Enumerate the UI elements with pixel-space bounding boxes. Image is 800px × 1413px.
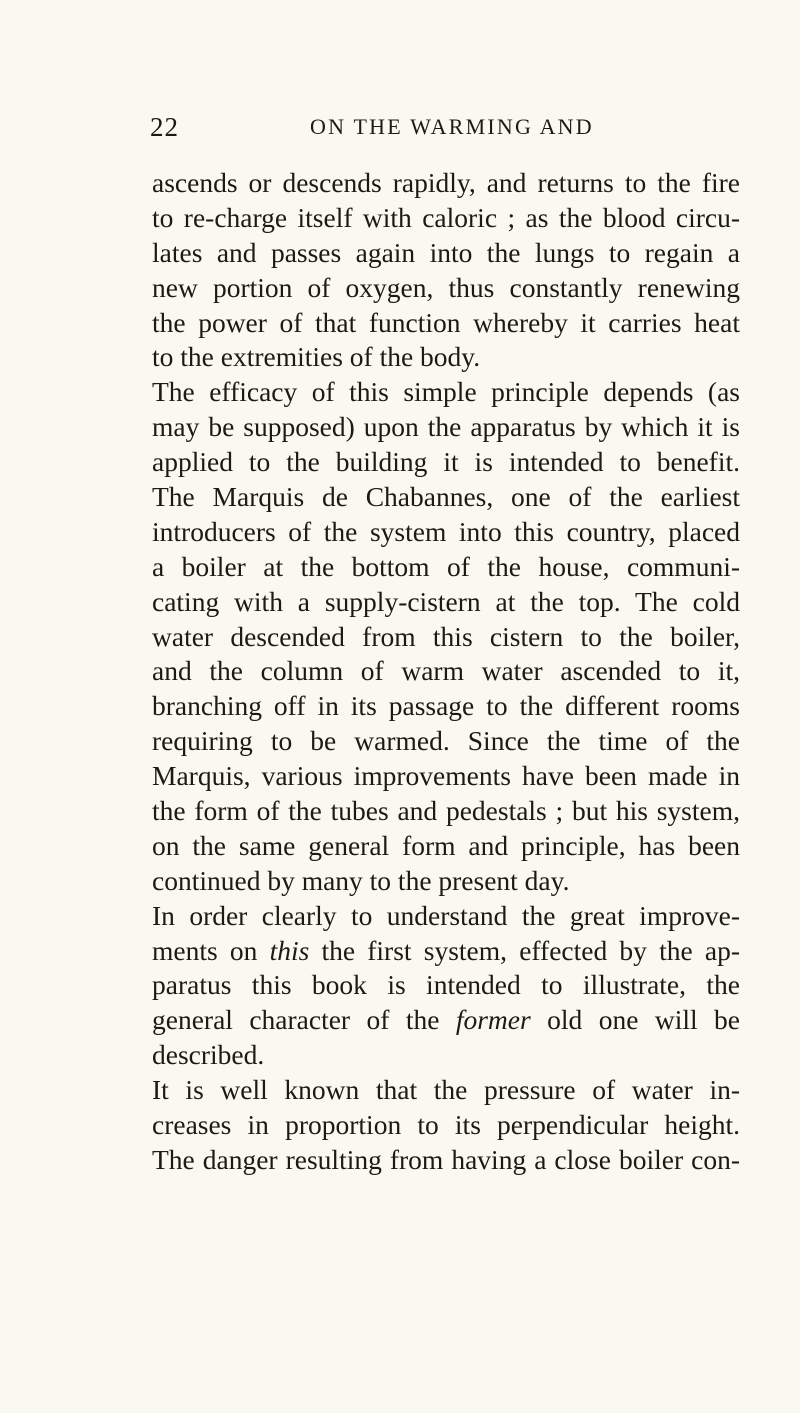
body-text — [152, 166, 740, 1178]
page-number: 22 — [150, 112, 179, 142]
text-line — [152, 585, 740, 620]
text-line — [152, 968, 740, 1003]
text-run: the power of that function whereby it carries heat — [152, 306, 740, 338]
text-run: a boiler at the bottom of the house, communi- — [152, 550, 740, 582]
text-run: Marquis, various improvements have been made in — [152, 760, 740, 792]
text-run: In order clearly to understand the great improve- — [152, 899, 740, 931]
text-line — [152, 864, 740, 899]
text-run: cating with a supply-cistern at the top. The cold — [152, 585, 740, 617]
text-line — [152, 201, 740, 236]
text-line — [152, 1003, 740, 1038]
page-header — [150, 112, 740, 152]
text-run: described. — [152, 1039, 265, 1071]
text-run: general character of the — [152, 1004, 456, 1036]
text-run: to re-charge itself with caloric ; as the blood circu- — [152, 201, 740, 233]
text-run: paratus this book is intended to illustrate, the — [152, 969, 740, 1001]
text-line — [152, 445, 740, 480]
text-run: the first system, effected by the ap- — [309, 934, 740, 966]
text-run: It is well known that the pressure of water in- — [152, 1074, 740, 1106]
text-line — [152, 410, 740, 445]
text-line — [152, 1073, 740, 1108]
text-line — [152, 340, 740, 375]
italic-word: this — [269, 934, 310, 966]
text-run: old one will be — [530, 1004, 740, 1036]
text-line — [152, 899, 740, 934]
text-line — [152, 620, 740, 655]
text-line — [152, 1108, 740, 1143]
text-run: new portion of oxygen, thus constantly renewing — [152, 271, 740, 303]
text-run: creases in proportion to its perpendicular height. — [152, 1109, 740, 1141]
text-run: on the same general form and principle, has been — [152, 829, 740, 861]
text-run: may be supposed) upon the apparatus by which it is — [152, 411, 740, 443]
text-line — [152, 934, 740, 969]
text-line — [152, 654, 740, 689]
text-run: ascends or descends rapidly, and returns to the fire — [152, 167, 740, 198]
text-line — [152, 829, 740, 864]
text-line — [152, 759, 740, 794]
text-run: requiring to be warmed. Since the time of the — [152, 725, 740, 757]
text-line — [152, 271, 740, 306]
text-line — [152, 236, 740, 271]
text-run: lates and passes again into the lungs to regain a — [152, 236, 740, 268]
text-run: The efficacy of this simple principle depends (as — [152, 376, 740, 408]
text-run: ments on — [152, 934, 270, 966]
running-head: ON THE WARMING AND — [310, 114, 594, 139]
text-line — [152, 515, 740, 550]
text-run: and the column of warm water ascended to it, — [152, 655, 740, 687]
text-run: applied to the building it is intended to benefit. — [152, 446, 740, 478]
text-line — [152, 1038, 740, 1073]
text-run: continued by many to the present day. — [152, 864, 570, 896]
text-line — [152, 306, 740, 341]
text-line — [152, 375, 740, 410]
text-run: The Marquis de Chabannes, one of the earliest — [152, 481, 740, 513]
text-line — [152, 480, 740, 515]
text-line — [152, 166, 740, 201]
text-run: branching off in its passage to the different rooms — [152, 690, 740, 722]
italic-word: former — [455, 1004, 531, 1036]
text-run: introducers of the system into this country, placed — [152, 515, 740, 547]
text-run: water descended from this cistern to the boiler, — [152, 620, 740, 652]
text-line — [152, 1143, 740, 1178]
text-line — [152, 550, 740, 585]
text-line — [152, 689, 740, 724]
text-run: to the extremities of the body. — [152, 341, 481, 373]
text-run: the form of the tubes and pedestals ; but his system, — [152, 795, 740, 827]
text-run: The danger resulting from having a close boiler con- — [152, 1143, 740, 1175]
text-line — [152, 794, 740, 829]
text-line — [152, 724, 740, 759]
